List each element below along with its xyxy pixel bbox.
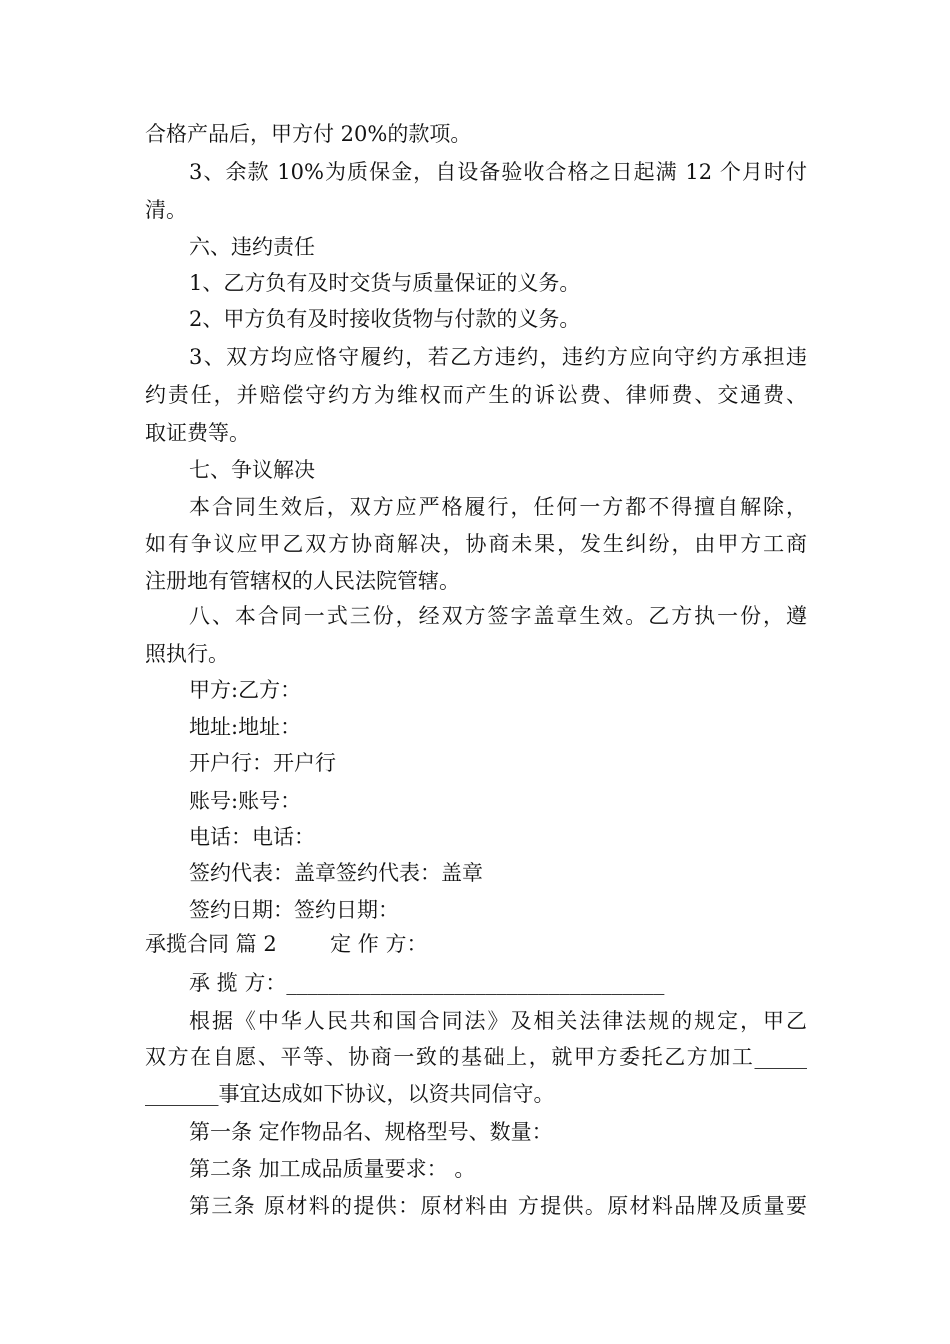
signature-field: 账号:账号： (189, 789, 302, 813)
article-line: 第二条 加工成品质量要求： 。 (189, 1157, 476, 1181)
article-line: 第三条 原材料的提供：原材料由 方提供。原材料品牌及质量要 (189, 1194, 807, 1218)
doc-line: 约责任，并赔偿守约方为维权而产生的诉讼费、律师费、交通费、 (145, 383, 807, 407)
doc-line: 2、甲方负有及时接收货物与付款的义务。 (189, 307, 581, 331)
signature-field: 电话：电话： (189, 825, 315, 849)
signature-field: 地址:地址： (189, 715, 302, 739)
doc-line: 合格产品后，甲方付 20%的款项。 (145, 122, 472, 146)
doc-line: 照执行。 (145, 642, 229, 666)
doc-line: 3、余款 10%为质保金，自设备验收合格之日起满 12 个月时付 (189, 160, 807, 184)
doc-line: 如有争议应甲乙双方协商解决，协商未果，发生纠纷，由甲方工商 (145, 532, 807, 556)
signature-field: 签约代表：盖章签约代表：盖章 (189, 861, 483, 885)
contractor-field: 承 揽 方：____________________________________ (189, 971, 665, 995)
section-heading: 七、争议解决 (189, 458, 315, 482)
contract-title: 承揽合同 篇 2 定 作 方： (145, 932, 428, 956)
doc-line: 根据《中华人民共和国合同法》及相关法律法规的规定，甲乙 (189, 1009, 807, 1033)
doc-line: 注册地有管辖权的人民法院管辖。 (145, 569, 460, 593)
signature-field: 甲方:乙方： (189, 678, 302, 702)
doc-line: 八、本合同一式三份，经双方签字盖章生效。乙方执一份，遵 (189, 604, 807, 628)
doc-line: 3、双方均应恪守履约，若乙方违约，违约方应向守约方承担违 (189, 345, 807, 369)
signature-field: 开户行：开户行 (189, 751, 336, 775)
doc-line: _______事宜达成如下协议，以资共同信守。 (145, 1082, 555, 1106)
doc-line: 取证费等。 (145, 421, 250, 445)
doc-line: 双方在自愿、平等、协商一致的基础上，就甲方委托乙方加工_____ (145, 1045, 807, 1069)
doc-line: 本合同生效后，双方应严格履行，任何一方都不得擅自解除， (189, 495, 807, 519)
doc-line: 清。 (145, 198, 187, 222)
section-heading: 六、违约责任 (189, 235, 315, 259)
signature-field: 签约日期：签约日期： (189, 898, 399, 922)
doc-line: 1、乙方负有及时交货与质量保证的义务。 (189, 271, 581, 295)
article-line: 第一条 定作物品名、规格型号、数量： (189, 1120, 553, 1144)
